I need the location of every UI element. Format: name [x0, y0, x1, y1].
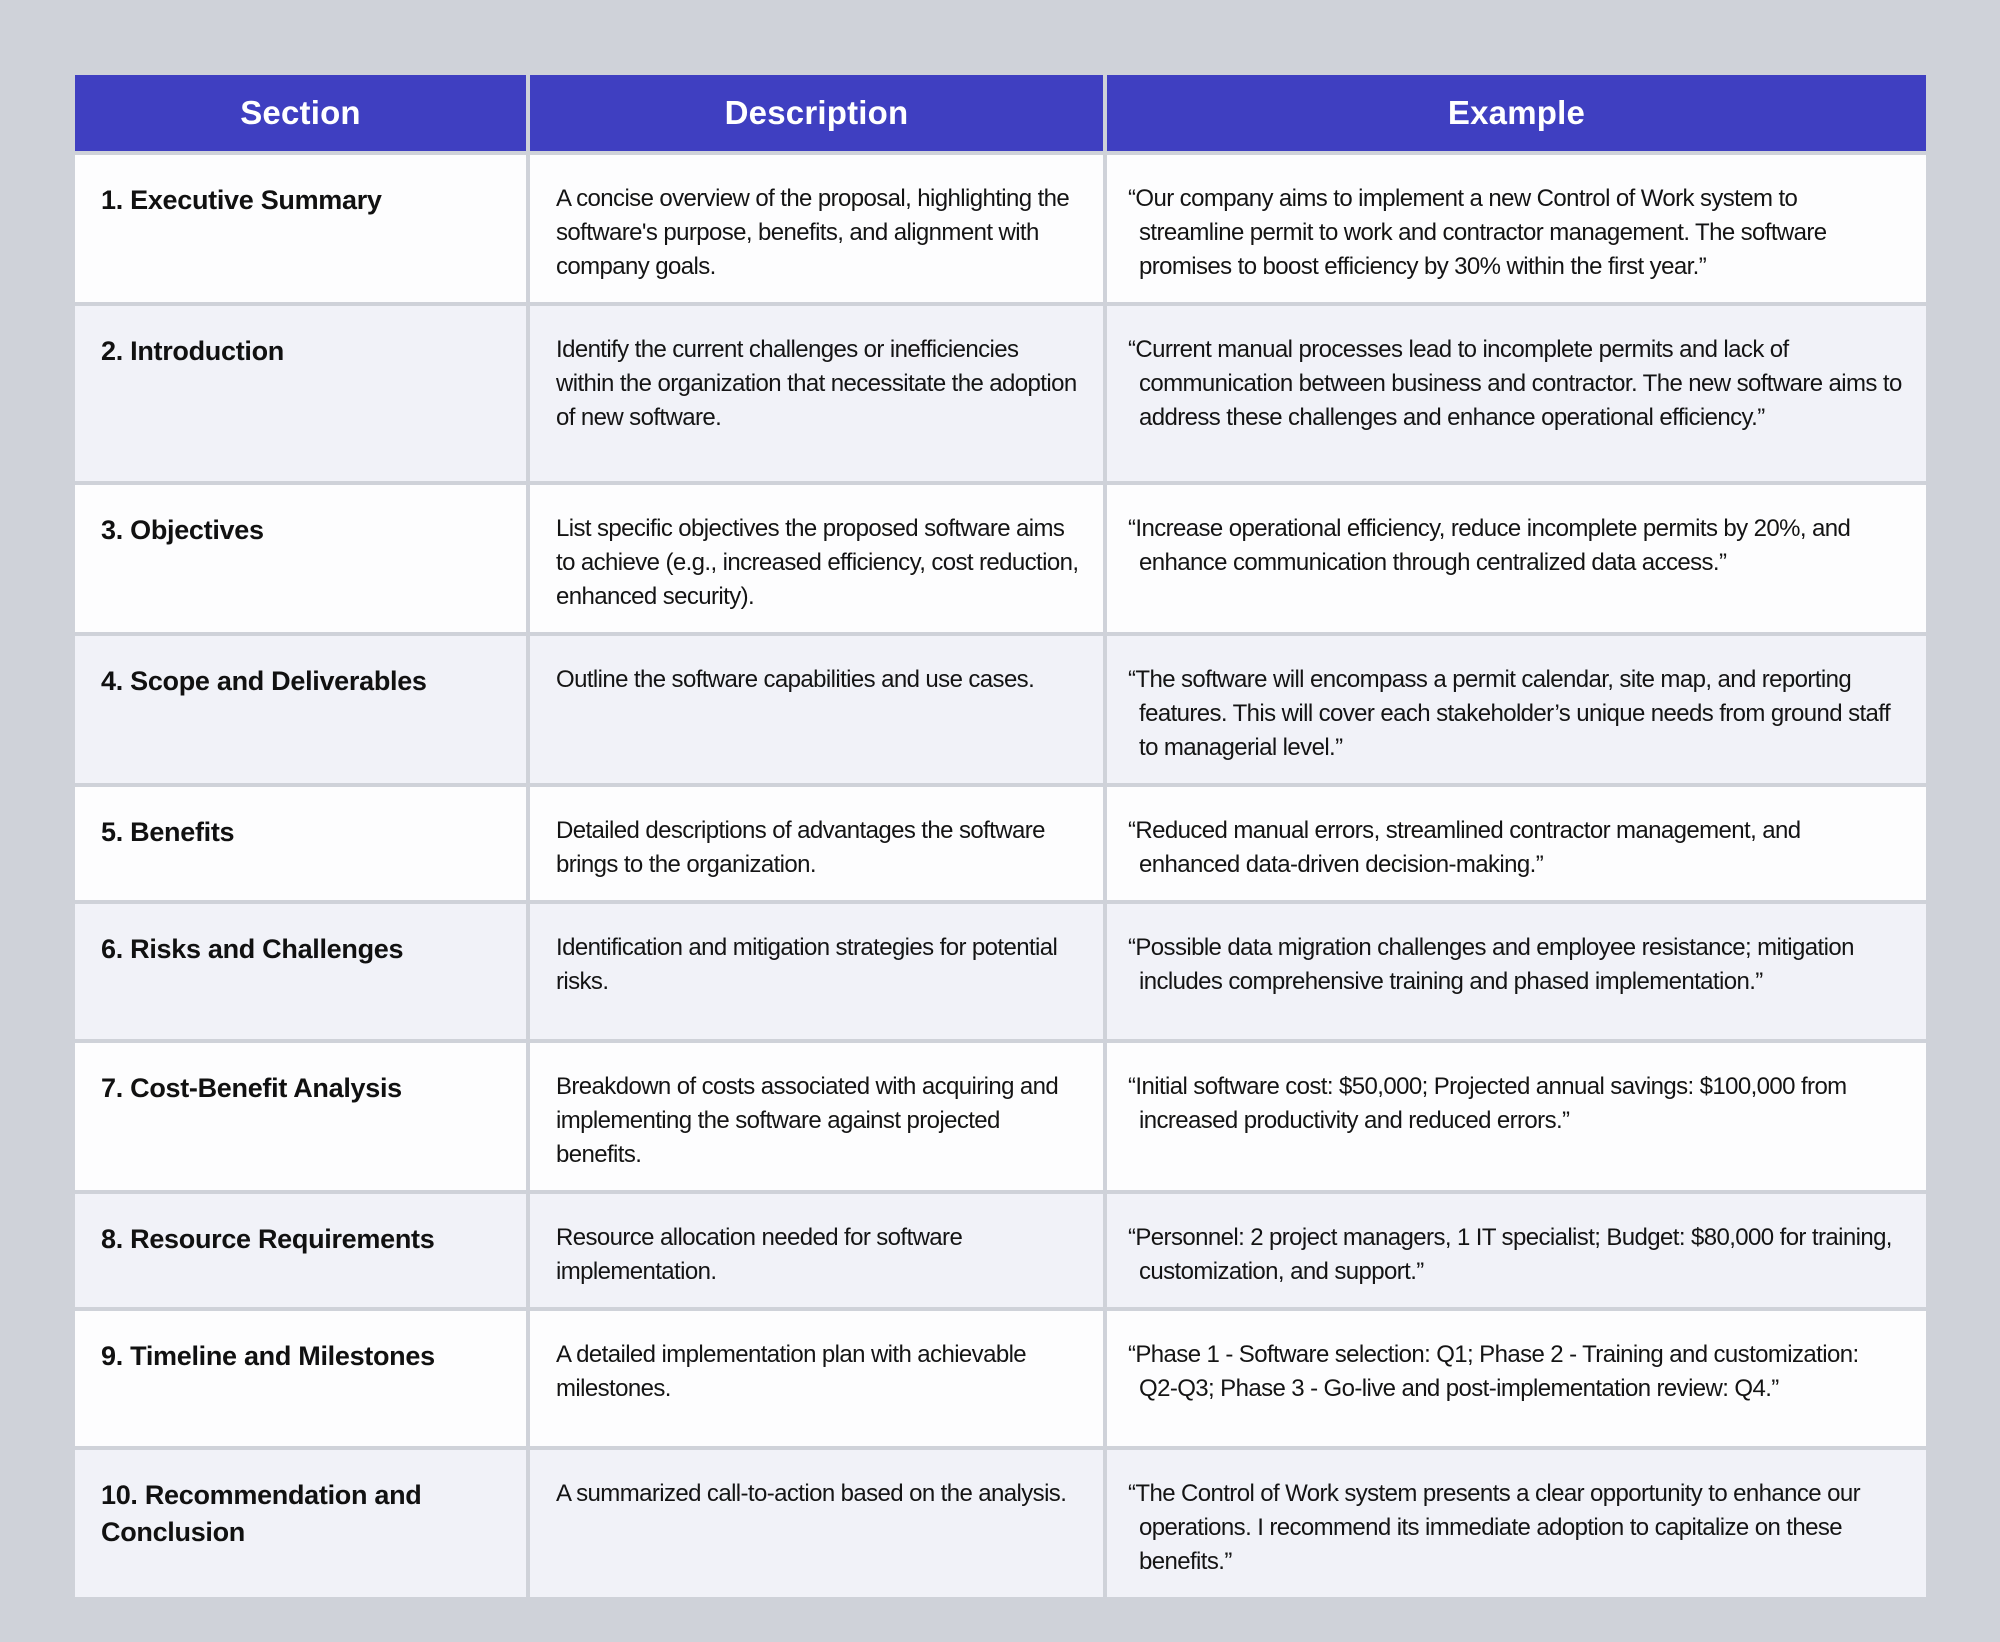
example-cell: “Possible data migration challenges and employee resistance; mitigation includes comprehensive training and phased implementation.” [1107, 904, 1926, 1039]
section-cell: 9. Timeline and Milestones [75, 1311, 526, 1446]
table-row [75, 155, 1926, 302]
example-cell: “Our company aims to implement a new Control of Work system to streamline permit to work and contractor management. The software promises to boost efficiency by 30% within the first year.” [1107, 155, 1926, 302]
example-cell: “Personnel: 2 project managers, 1 IT specialist; Budget: $80,000 for training, customization, and support.” [1107, 1194, 1926, 1307]
description-cell: List specific objectives the proposed software aims to achieve (e.g., increased efficiency, cost reduction, enhanced security). [530, 485, 1103, 632]
description-cell: Detailed descriptions of advantages the software brings to the organization. [530, 787, 1103, 900]
description-cell: A summarized call-to-action based on the analysis. [530, 1450, 1103, 1597]
section-cell: 7. Cost-Benefit Analysis [75, 1043, 526, 1190]
description-cell: Resource allocation needed for software implementation. [530, 1194, 1103, 1307]
description-cell: A detailed implementation plan with achievable milestones. [530, 1311, 1103, 1446]
proposal-sections-table [71, 71, 1930, 1601]
table-row [75, 787, 1926, 900]
section-cell: 1. Executive Summary [75, 155, 526, 302]
column-header-example: Example [1107, 75, 1926, 151]
section-cell: 10. Recommendation and Conclusion [75, 1450, 526, 1597]
section-cell: 8. Resource Requirements [75, 1194, 526, 1307]
section-cell: 4. Scope and Deliverables [75, 636, 526, 783]
table-row [75, 1043, 1926, 1190]
example-cell: “Phase 1 - Software selection: Q1; Phase 2 - Training and customization: Q2-Q3; Phase 3 - Go-live and post-implementation review: Q4.” [1107, 1311, 1926, 1446]
description-cell: Identification and mitigation strategies for potential risks. [530, 904, 1103, 1039]
example-cell: “Increase operational efficiency, reduce incomplete permits by 20%, and enhance communication through centralized data access.” [1107, 485, 1926, 632]
column-header-description: Description [530, 75, 1103, 151]
section-cell: 5. Benefits [75, 787, 526, 900]
table-row [75, 636, 1926, 783]
column-header-section: Section [75, 75, 526, 151]
example-cell: “Current manual processes lead to incomplete permits and lack of communication between business and contractor. The new software aims to address these challenges and enhance operational efficiency.” [1107, 306, 1926, 481]
table-header-row [75, 75, 1926, 151]
table-row [75, 306, 1926, 481]
example-cell: “The software will encompass a permit calendar, site map, and reporting features. This will cover each stakeholder’s unique needs from ground staff to managerial level.” [1107, 636, 1926, 783]
table-row [75, 485, 1926, 632]
table-row [75, 1450, 1926, 1597]
example-cell: “The Control of Work system presents a clear opportunity to enhance our operations. I recommend its immediate adoption to capitalize on these benefits.” [1107, 1450, 1926, 1597]
example-cell: “Reduced manual errors, streamlined contractor management, and enhanced data-driven decision-making.” [1107, 787, 1926, 900]
description-cell: Outline the software capabilities and use cases. [530, 636, 1103, 783]
section-cell: 3. Objectives [75, 485, 526, 632]
description-cell: A concise overview of the proposal, highlighting the software's purpose, benefits, and alignment with company goals. [530, 155, 1103, 302]
table-row [75, 1311, 1926, 1446]
table-row [75, 1194, 1926, 1307]
description-cell: Identify the current challenges or inefficiencies within the organization that necessitate the adoption of new software. [530, 306, 1103, 481]
example-cell: “Initial software cost: $50,000; Projected annual savings: $100,000 from increased productivity and reduced errors.” [1107, 1043, 1926, 1190]
section-cell: 6. Risks and Challenges [75, 904, 526, 1039]
description-cell: Breakdown of costs associated with acquiring and implementing the software against projected benefits. [530, 1043, 1103, 1190]
section-cell: 2. Introduction [75, 306, 526, 481]
table-row [75, 904, 1926, 1039]
